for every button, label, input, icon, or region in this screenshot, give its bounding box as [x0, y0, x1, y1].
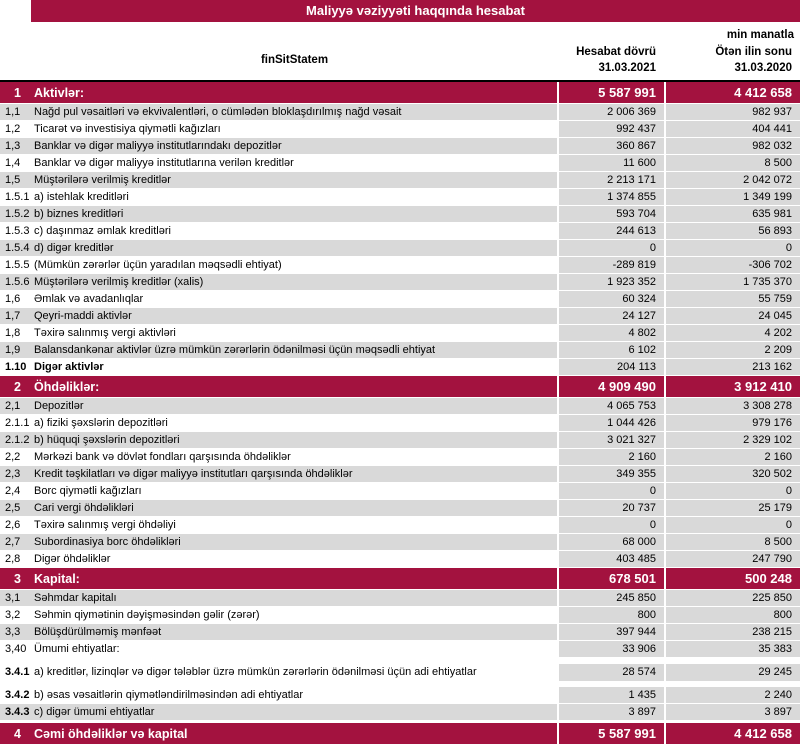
table-row-1,3 [0, 138, 800, 154]
row-label: d) digər kreditlər [32, 240, 557, 256]
value-prior-period: 979 176 [666, 415, 800, 431]
row-index: 3,40 [5, 643, 27, 655]
value-prior-period: 3 912 410 [666, 376, 800, 397]
row-index: 3,1 [0, 590, 32, 606]
value-prior-period: 24 045 [666, 308, 800, 324]
row-index: 2 [0, 376, 32, 397]
row-index: 1,6 [5, 293, 21, 305]
prior-date: 31.03.2020 [734, 62, 792, 74]
value-current-period: 20 737 [559, 500, 664, 516]
value-prior-period: 3 308 278 [666, 398, 800, 414]
table-row-1,2 [0, 121, 800, 137]
table-row-1.5.4 [0, 240, 800, 256]
table-row-1,6 [0, 291, 800, 307]
row-index: 1.5.5 [5, 259, 30, 271]
table-row-3,3 [0, 624, 800, 640]
value-prior-period: 25 179 [666, 500, 800, 516]
value-prior-period: 0 [666, 240, 800, 256]
value-prior-period: 213 162 [666, 359, 800, 375]
table-row-2,3 [0, 466, 800, 482]
value-current-period: 24 127 [559, 308, 664, 324]
table-row-1.10 [0, 359, 800, 375]
row-label: Təxirə salınmış vergi öhdəliyi [34, 519, 176, 531]
value-prior-period: 35 383 [666, 641, 800, 657]
period-date: 31.03.2021 [598, 62, 656, 74]
value-prior-period: 56 893 [666, 223, 800, 239]
table-row-2.1.1 [0, 415, 800, 431]
row-index: 1.5.2 [0, 206, 32, 222]
value-current-period: 2 006 369 [559, 104, 664, 120]
value-current-period: 0 [559, 483, 664, 499]
row-index: 1,2 [5, 123, 21, 135]
row-index: 1.10 [5, 361, 27, 373]
row-index: 1.5.1 [5, 191, 30, 203]
index-column-header [0, 44, 32, 76]
value-current-period: 1 044 426 [559, 415, 664, 431]
value-current-period: 992 437 [559, 121, 664, 137]
row-index: 2,4 [5, 485, 21, 497]
value-current-period: 360 867 [559, 138, 664, 154]
row-label: Qeyri-maddi aktivlər [32, 308, 557, 324]
value-prior-period: 8 500 [666, 155, 800, 171]
table-row-3.4.3 [0, 704, 800, 720]
row-label: Kapital: [32, 568, 557, 589]
row-label: Aktivlər: [32, 82, 557, 103]
value-prior-period: 4 412 658 [666, 723, 800, 744]
row-index: 1,9 [0, 342, 32, 358]
row-label: Müştərilərə verilmiş kreditlər [32, 172, 557, 188]
table-row-2,6 [0, 517, 800, 533]
section-row-3 [0, 568, 800, 589]
value-current-period: 2 213 171 [559, 172, 664, 188]
row-label: a) istehlak kreditləri [34, 191, 129, 203]
table-row-1,7 [0, 308, 800, 324]
row-index: 1,1 [0, 104, 32, 120]
table-row-2,8 [0, 551, 800, 567]
row-label: Cari vergi öhdəlikləri [32, 500, 557, 516]
row-label: Səhmin qiymətinin dəyişməsindən gəlir (zərər) [34, 609, 260, 621]
row-index: 3,3 [0, 624, 32, 640]
table-row-1,9 [0, 342, 800, 358]
row-label: Bölüşdürülməmiş mənfəət [32, 624, 557, 640]
value-current-period: 397 944 [559, 624, 664, 640]
value-current-period: 3 021 327 [559, 432, 664, 448]
row-index: 2,3 [0, 466, 32, 482]
row-index: 3,2 [5, 609, 21, 621]
row-label: c) daşınmaz əmlak kreditləri [34, 225, 171, 237]
value-prior-period: 2 329 102 [666, 432, 800, 448]
table-row-3,2 [0, 607, 800, 623]
value-current-period: 678 501 [559, 568, 664, 589]
row-index: 1.5.3 [5, 225, 30, 237]
report-title: Maliyyə vəziyyəti haqqında hesabat [31, 0, 800, 22]
row-label: Təxirə salınmış vergi aktivləri [34, 327, 176, 339]
value-prior-period: 55 759 [666, 291, 800, 307]
table-row-2,7 [0, 534, 800, 550]
form-code: finSitStatem [260, 54, 329, 66]
row-label: Kredit təşkilatları və digər maliyyə institutları qarşısında öhdəliklər [32, 466, 557, 482]
row-label: (Mümkün zərərlər üçün yaradılan məqsədli ehtiyat) [34, 259, 282, 271]
row-label: Subordinasiya borc öhdəlikləri [32, 534, 557, 550]
row-index: 1,5 [0, 172, 32, 188]
value-current-period: 1 435 [559, 687, 664, 703]
table-row-2,4 [0, 483, 800, 499]
row-label: a) fiziki şəxslərin depozitləri [34, 417, 168, 429]
value-prior-period: 29 245 [666, 664, 800, 681]
value-prior-period: 238 215 [666, 624, 800, 640]
row-index: 1.5.4 [0, 240, 32, 256]
row-label: Müştərilərə verilmiş kreditlər (xalis) [32, 274, 557, 290]
current-period-header [559, 44, 664, 76]
value-current-period: 28 574 [559, 664, 664, 681]
row-index: 3.4.2 [5, 689, 30, 701]
unit-note: min manatla [726, 29, 794, 41]
row-label: Öhdəliklər: [32, 376, 557, 397]
value-prior-period: 225 850 [666, 590, 800, 606]
table-row-2,2 [0, 449, 800, 465]
value-prior-period: 320 502 [666, 466, 800, 482]
value-current-period: 68 000 [559, 534, 664, 550]
row-label: Digər aktivlər [34, 361, 104, 373]
row-label: Ümumi ehtiyatlar: [34, 643, 120, 655]
value-prior-period: 500 248 [666, 568, 800, 589]
value-prior-period: 2 160 [666, 449, 800, 465]
value-current-period: 11 600 [559, 155, 664, 171]
value-current-period: 1 374 855 [559, 189, 664, 205]
table-body [0, 82, 800, 744]
row-index: 2,8 [5, 553, 21, 565]
row-label: Digər öhdəliklər [34, 553, 111, 565]
row-label: Banklar və digər maliyyə institutlarına verilən kreditlər [34, 157, 294, 169]
table-row-3,1 [0, 590, 800, 606]
row-index: 1,4 [5, 157, 21, 169]
row-label: Nağd pul vəsaitləri və ekvivalentləri, o cümlədən bloklaşdırılmış nağd vəsait [32, 104, 557, 120]
row-label: Depozitlər [32, 398, 557, 414]
table-row-1.5.5 [0, 257, 800, 273]
value-prior-period: -306 702 [666, 257, 800, 273]
table-row-1,5 [0, 172, 800, 188]
value-current-period: -289 819 [559, 257, 664, 273]
prior-label: Ötən ilin sonu [715, 46, 792, 58]
table-row-1,8 [0, 325, 800, 341]
period-label: Hesabat dövrü [576, 46, 656, 58]
row-index: 2,5 [0, 500, 32, 516]
table-row-1,4 [0, 155, 800, 171]
row-label: Borc qiymətli kağızları [34, 485, 142, 497]
table-row-3,40 [0, 641, 800, 657]
row-label: a) kreditlər, lizinqlər və digər tələblər üzrə mümkün zərərlərin ödənilməsi üçün adi ehtiyatlar [34, 666, 477, 678]
value-current-period: 5 587 991 [559, 723, 664, 744]
row-index: 1,8 [5, 327, 21, 339]
value-current-period: 349 355 [559, 466, 664, 482]
value-prior-period: 247 790 [666, 551, 800, 567]
value-prior-period: 1 735 370 [666, 274, 800, 290]
row-label: Balansdankənar aktivlər üzrə mümkün zərərlərin ödənilməsi üçün məqsədli ehtiyat [32, 342, 557, 358]
value-prior-period: 0 [666, 517, 800, 533]
value-prior-period: 2 042 072 [666, 172, 800, 188]
value-current-period: 6 102 [559, 342, 664, 358]
section-row-1 [0, 82, 800, 103]
row-label: b) əsas vəsaitlərin qiymətləndirilməsindən adi ehtiyatlar [34, 689, 304, 701]
row-index: 1,3 [0, 138, 32, 154]
row-label: c) digər ümumi ehtiyatlar [32, 704, 557, 720]
value-prior-period: 2 240 [666, 687, 800, 703]
value-prior-period: 4 412 658 [666, 82, 800, 103]
row-index: 2,2 [5, 451, 21, 463]
value-prior-period: 0 [666, 483, 800, 499]
row-index: 3.4.1 [5, 666, 30, 678]
value-current-period: 593 704 [559, 206, 664, 222]
table-row-3.4.2 [0, 687, 800, 703]
row-index: 2.1.1 [5, 417, 30, 429]
table-row-2,1 [0, 398, 800, 414]
value-current-period: 245 850 [559, 590, 664, 606]
value-current-period: 33 906 [559, 641, 664, 657]
prior-period-header [666, 44, 800, 76]
value-prior-period: 3 897 [666, 704, 800, 720]
value-prior-period: 2 209 [666, 342, 800, 358]
value-current-period: 800 [559, 607, 664, 623]
row-label: Cəmi öhdəliklər və kapital [32, 723, 557, 744]
section-row-4 [0, 723, 800, 744]
table-row-1.5.1 [0, 189, 800, 205]
value-current-period: 244 613 [559, 223, 664, 239]
table-row-2.1.2 [0, 432, 800, 448]
row-index: 3.4.3 [0, 704, 32, 720]
table-row-1.5.2 [0, 206, 800, 222]
value-prior-period: 982 937 [666, 104, 800, 120]
value-current-period: 204 113 [559, 359, 664, 375]
value-current-period: 403 485 [559, 551, 664, 567]
row-index: 1,7 [0, 308, 32, 324]
value-current-period: 60 324 [559, 291, 664, 307]
row-index: 2,6 [5, 519, 21, 531]
row-index: 3 [0, 568, 32, 589]
value-current-period: 1 923 352 [559, 274, 664, 290]
value-prior-period: 982 032 [666, 138, 800, 154]
row-label: Əmlak və avadanlıqlar [34, 293, 144, 305]
table-row-2,5 [0, 500, 800, 516]
value-current-period: 3 897 [559, 704, 664, 720]
section-row-2 [0, 376, 800, 397]
value-current-period: 5 587 991 [559, 82, 664, 103]
row-label: Mərkəzi bank və dövlət fondları qarşısında öhdəliklər [34, 451, 291, 463]
column-header [0, 44, 800, 82]
row-index: 2,7 [0, 534, 32, 550]
value-current-period: 4 909 490 [559, 376, 664, 397]
table-row-1.5.6 [0, 274, 800, 290]
value-current-period: 4 802 [559, 325, 664, 341]
value-current-period: 0 [559, 517, 664, 533]
row-label: Ticarət və investisiya qiymətli kağızları [34, 123, 221, 135]
row-label: b) hüquqi şəxslərin depozitləri [32, 432, 557, 448]
row-label: Banklar və digər maliyyə institutlarındakı depozitlər [32, 138, 557, 154]
value-prior-period: 800 [666, 607, 800, 623]
value-prior-period: 404 441 [666, 121, 800, 137]
row-index: 1.5.6 [0, 274, 32, 290]
value-prior-period: 1 349 199 [666, 189, 800, 205]
value-current-period: 2 160 [559, 449, 664, 465]
value-current-period: 0 [559, 240, 664, 256]
row-label: b) biznes kreditləri [32, 206, 557, 222]
table-row-1.5.3 [0, 223, 800, 239]
value-prior-period: 635 981 [666, 206, 800, 222]
table-row-3.4.1 [0, 658, 800, 686]
row-label: Səhmdar kapitalı [32, 590, 557, 606]
table-row-1,1 [0, 104, 800, 120]
value-current-period: 4 065 753 [559, 398, 664, 414]
row-index: 2.1.2 [0, 432, 32, 448]
value-prior-period: 4 202 [666, 325, 800, 341]
row-index: 4 [0, 723, 32, 744]
row-index: 2,1 [0, 398, 32, 414]
row-index: 1 [0, 82, 32, 103]
value-prior-period: 8 500 [666, 534, 800, 550]
